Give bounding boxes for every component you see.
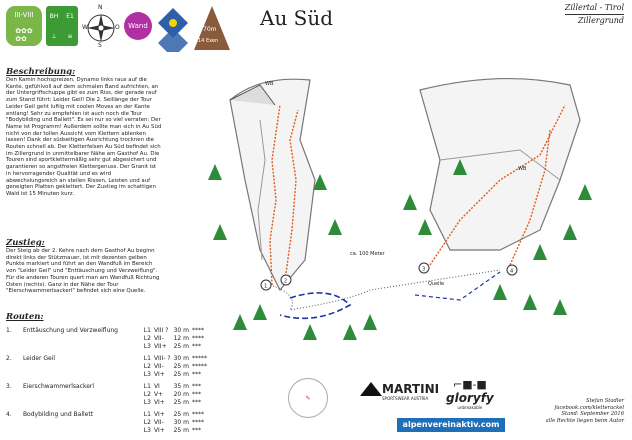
pitch-stars: ***** xyxy=(192,354,207,362)
credits-line3: Stand: September 2016 xyxy=(561,411,624,417)
pitch-stars: *** xyxy=(192,370,201,378)
route-pitch-row xyxy=(6,354,210,362)
pitch-label: L1 xyxy=(143,382,151,390)
pitch-length: 25 m xyxy=(173,426,189,434)
access-block xyxy=(6,238,162,295)
tree-icon xyxy=(253,304,267,320)
stars-area: ✿✿✿ ✿✿ xyxy=(6,24,42,46)
empty-cell xyxy=(6,362,23,370)
tree-icon xyxy=(233,314,247,330)
region-line2: Zillergrund xyxy=(577,16,624,25)
wb-label-right: WB xyxy=(518,166,527,172)
alpenverein-logo xyxy=(397,418,505,432)
route-pitch-row xyxy=(6,342,210,350)
pitch-grade: VI+ xyxy=(153,398,165,406)
credits-line1: Stefan Stadler xyxy=(586,398,624,404)
compass-w: W xyxy=(82,24,88,31)
description-block xyxy=(6,67,162,198)
grade-label: III-VIII xyxy=(14,11,34,19)
routes-heading: Routen: xyxy=(6,312,44,322)
tree-icon xyxy=(208,164,222,180)
glasses-icon: ⌐■-■ xyxy=(453,378,487,391)
pitch-grade: V+ xyxy=(153,390,164,398)
route-marker-number: 1 xyxy=(264,283,268,290)
route-pitch-row xyxy=(6,390,210,398)
tree-icon xyxy=(533,244,547,260)
pitch-label: L2 xyxy=(143,334,151,342)
pitch-length: 30 m xyxy=(173,354,189,362)
tree-icon xyxy=(418,219,432,235)
pitch-grade: VI+ xyxy=(153,426,165,434)
region-line1: Zillertal - Tirol xyxy=(565,3,624,15)
e1-label: E1 xyxy=(66,12,74,20)
pitch-label: L2 xyxy=(143,390,151,398)
martini-logo xyxy=(358,380,440,402)
pitch-label: L1 xyxy=(143,410,151,418)
tree-icon xyxy=(403,194,417,210)
pitch-grade: VI+ xyxy=(153,410,165,418)
routes-block xyxy=(6,312,210,434)
tree-icon xyxy=(523,294,537,310)
empty-cell xyxy=(6,426,23,434)
trail-line xyxy=(270,270,500,310)
pitch-label: L3 xyxy=(143,342,151,350)
access-heading: Zustieg: xyxy=(6,238,45,248)
bolting-icon xyxy=(46,6,78,46)
bolt-glyph-2: ≡ xyxy=(67,32,73,40)
empty-cell xyxy=(23,398,144,406)
pitch-stars: **** xyxy=(192,418,204,426)
club-logo: ✎ xyxy=(288,378,328,418)
route-number: 4. xyxy=(6,410,12,418)
route-pitch-row xyxy=(6,326,210,334)
compass-s: S xyxy=(98,42,102,49)
compass-n: N xyxy=(98,4,103,11)
credits-line2: facebook.com/kletterackel xyxy=(554,404,624,411)
bh-label: BH xyxy=(49,12,59,20)
pitch-stars: *** xyxy=(192,342,201,350)
grade-badge xyxy=(6,6,42,24)
empty-cell xyxy=(23,390,144,398)
gloryfy-name: gloryfy xyxy=(446,391,494,405)
pitch-length: 20 m xyxy=(173,390,189,398)
empty-cell xyxy=(23,334,144,342)
pitch-label: L3 xyxy=(143,398,151,406)
pitch-stars: *** xyxy=(192,390,201,398)
tree-icon xyxy=(328,219,342,235)
spring-label: Quelle xyxy=(428,281,445,287)
pitch-grade: VII- xyxy=(153,362,164,370)
wb-label-left: WB xyxy=(265,81,274,87)
pitch-label: L2 xyxy=(143,362,151,370)
alpenverein-name: alpenvereinaktiv.com xyxy=(402,420,500,429)
tree-icon xyxy=(493,284,507,300)
pitch-grade: VII- xyxy=(153,334,164,342)
martini-name: MARTINI xyxy=(382,382,440,396)
pitch-length: 25 m xyxy=(173,370,189,378)
route-name: Bodybilding und Ballett xyxy=(22,410,94,418)
pitch-stars: **** xyxy=(192,334,204,342)
empty-cell xyxy=(23,342,144,350)
route-pitch-row xyxy=(6,418,210,426)
route-number: 1. xyxy=(6,326,12,334)
left-rock-face xyxy=(230,79,315,290)
route-marker-number: 4 xyxy=(510,268,514,275)
gloryfy-sub: unbreakable xyxy=(457,405,483,410)
info-icon-row xyxy=(6,6,230,64)
route-pitch-row xyxy=(6,362,210,370)
pitch-grade: VIII ? xyxy=(153,326,169,334)
pitch-stars: ***** xyxy=(192,362,207,370)
tree-icon xyxy=(213,224,227,240)
page-title: Au Süd xyxy=(260,6,334,30)
martini-mark-icon xyxy=(358,380,384,398)
topo-map xyxy=(200,60,620,350)
empty-cell xyxy=(6,418,23,426)
pitch-stars: *** xyxy=(192,382,201,390)
pitch-length: 25 m xyxy=(173,410,189,418)
tree-icon xyxy=(303,324,317,340)
route-name: Leider Geil xyxy=(22,354,56,362)
quickdraw-label: 14 Exen xyxy=(198,38,219,44)
description-text: Den Kamin hochspreizen, Dynamo links raus auf die Kante, gefühlvoll auf dem schmalen Band aufrichten, an der Untergriffschuppe gibt es zum Riss, der gerade rauf zum Stand führt: Leider Geil! Die 2. Seillänge der Tour Leider Geil geht luftig mit coolen Moves an der Kante entlang! Sehr zu empfehlen ist auch noch die Tour "Bodybilding und Ballett". Es sei nur so viel verraten: Der Name ist Programm! Außerdem sollte man sich in Au Süd nicht von der tollen Aussicht vom Klettern ablenken lassen! Dank der südseitigen Ausrichtung trocknen die Routen schnell ab. Der Kletterfelsen Au Süd befindet sich im Zillergrund in unmittelbarer Nähe am Gasthof Au. Die Touren sind sportklettermäßig sehr gut abgesichert und garantieren so angstfreien Klettergenuss. Der Granit ist in hervorragender Qualität und es wird abwechslungsreich an steilen Rissen, Leisten und auf geneigten Platten geklettert. Der Zustieg im schattigen Wald ist 15 Minuten kurz. xyxy=(6,77,162,197)
pitch-length: 30 m xyxy=(173,326,189,334)
route-name: Enttäuschung und Verzweiflung xyxy=(22,326,118,334)
compass-o: O xyxy=(115,24,120,31)
pitch-label: L3 xyxy=(143,370,151,378)
empty-cell xyxy=(6,390,23,398)
pitch-label: L1 xyxy=(143,354,151,362)
route-pitch-row xyxy=(6,334,210,342)
pitch-stars: **** xyxy=(192,326,204,334)
pitch-grade: VII+ xyxy=(153,342,167,350)
access-text: Der Steig ab der 2. Kehre nach dem Gasthof Au beginn direkt links der Stützmauer, ist mit dezenten gelben Punkte markiert und führt an den Wandfuß im Bereich von "Leider Geil" und "Enttäuschung und Verzweiflung". Für die anderen Touren quert man am Wandfuß Richtung Osten (rechts). Ganz in der Nähe der Tour "Eierschwammerlsackerl" befindet sich eine Quelle. xyxy=(6,248,160,295)
compass-icon xyxy=(82,6,120,50)
tree-icon xyxy=(363,314,377,330)
martini-sub: SPORTSWEAR AUSTRIA xyxy=(382,396,429,401)
pitch-length: 35 m xyxy=(173,382,189,390)
pitch-length: 25 m xyxy=(173,362,189,370)
empty-cell xyxy=(6,334,23,342)
empty-cell xyxy=(23,426,144,434)
empty-cell xyxy=(6,370,23,378)
route-name: Eierschwammerlsackerl xyxy=(22,382,95,390)
right-rock-face xyxy=(420,79,580,250)
bolt-glyph: ⊥ xyxy=(51,32,57,40)
sun-svg xyxy=(156,6,190,52)
pitch-length: 12 m xyxy=(173,334,189,342)
description-heading: Beschreibung: xyxy=(6,67,76,77)
pitch-length: 25 m xyxy=(173,342,189,350)
routes-table xyxy=(6,326,210,434)
sun-exposure-icon xyxy=(156,6,190,52)
credits-block xyxy=(546,398,624,424)
route-number: 3. xyxy=(6,382,12,390)
pitch-label: L1 xyxy=(143,326,151,334)
route-marker-number: 3 xyxy=(422,266,426,273)
pitch-length: 25 m xyxy=(173,398,189,406)
pitch-grade: VII- xyxy=(153,418,164,426)
region-block xyxy=(565,3,624,26)
length-label: 70m xyxy=(203,26,217,33)
wall-type-icon xyxy=(124,12,152,40)
pitch-stars: **** xyxy=(192,410,204,418)
pitch-grade: VI+ xyxy=(153,370,165,378)
distance-label: ca. 100 Meter xyxy=(350,251,385,257)
tree-icon xyxy=(563,224,577,240)
empty-cell xyxy=(6,398,23,406)
route-pitch-row xyxy=(6,398,210,406)
route-pitch-row xyxy=(6,370,210,378)
tree-icon xyxy=(578,184,592,200)
route-marker-number: 2 xyxy=(284,278,288,285)
empty-cell xyxy=(23,418,144,426)
pitch-grade: VI xyxy=(153,382,160,390)
empty-cell xyxy=(23,362,144,370)
wand-label: Wand xyxy=(128,22,148,30)
pitch-label: L3 xyxy=(143,426,151,434)
route-pitch-row xyxy=(6,426,210,434)
length-icon xyxy=(194,6,230,50)
pitch-grade: VIII- ? xyxy=(153,354,171,362)
pitch-stars: *** xyxy=(192,398,201,406)
route-number: 2. xyxy=(6,354,12,362)
pitch-label: L2 xyxy=(143,418,151,426)
pitch-stars: *** xyxy=(192,426,201,434)
empty-cell xyxy=(23,370,144,378)
tree-icon xyxy=(553,299,567,315)
gloryfy-logo xyxy=(446,378,494,410)
credits-line4: alle Rechte liegen beim Autor xyxy=(545,417,624,424)
tree-icon xyxy=(343,324,357,340)
pitch-length: 30 m xyxy=(173,418,189,426)
empty-cell xyxy=(6,342,23,350)
rating-stars-icon xyxy=(6,6,42,52)
route-pitch-row xyxy=(6,410,210,418)
route-pitch-row xyxy=(6,382,210,390)
